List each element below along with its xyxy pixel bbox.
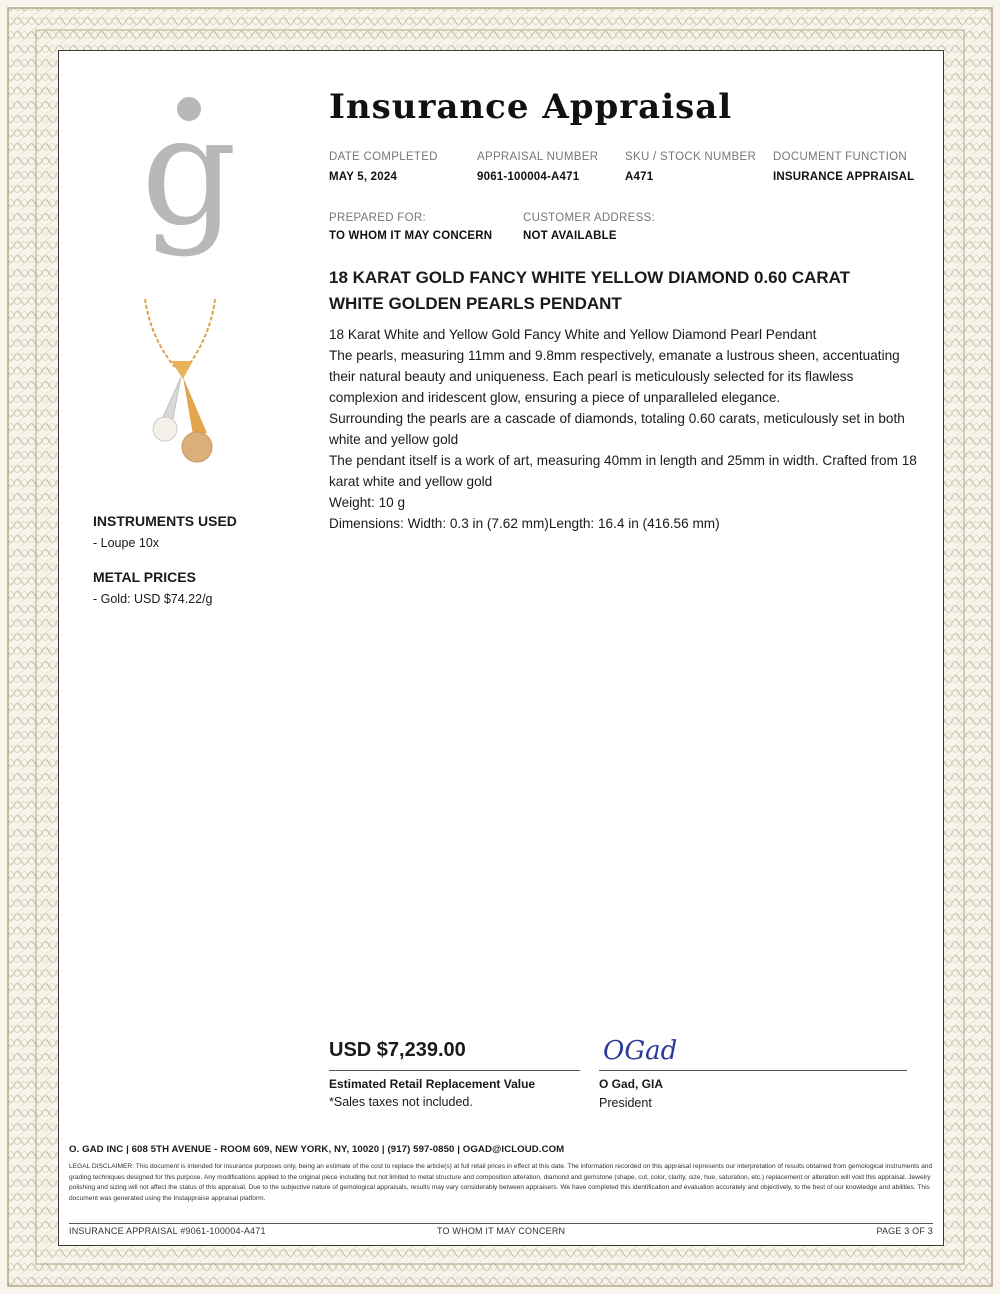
item-title-line-2: WHITE GOLDEN PEARLS PENDANT: [329, 294, 622, 313]
instruments-heading: INSTRUMENTS USED: [93, 513, 237, 529]
item-title-line-1: 18 KARAT GOLD FANCY WHITE YELLOW DIAMOND 0.60 CARAT: [329, 268, 851, 287]
instrument-item: - Loupe 10x: [93, 536, 160, 550]
appraisal-number-label: APPRAISAL NUMBER: [477, 151, 599, 163]
signer-title: President: [599, 1096, 652, 1110]
footer-appraisal-number: INSURANCE APPRAISAL #9061-100004-A471: [69, 1226, 266, 1236]
document-sheet: [58, 50, 944, 1246]
signature-text: OGad: [603, 1036, 678, 1066]
item-title: [329, 265, 889, 317]
value-label: Estimated Retail Replacement Value: [329, 1077, 536, 1091]
footer-rule: [69, 1223, 933, 1224]
description-line: 18 Karat White and Yellow Gold Fancy White and Yellow Diamond Pearl Pendant: [329, 327, 817, 342]
logo-g-icon: [129, 95, 249, 275]
document-function-label: DOCUMENT FUNCTION: [773, 151, 907, 163]
date-completed-label: DATE COMPLETED: [329, 151, 438, 163]
description-line: Dimensions: Width: 0.3 in (7.62 mm)Length: 16.4 in (416.56 mm): [329, 516, 720, 531]
signature: [599, 1029, 699, 1069]
value-rule: [329, 1070, 580, 1071]
signer-name: O Gad, GIA: [599, 1077, 664, 1091]
customer-address-value: NOT AVAILABLE: [523, 230, 617, 242]
description-line: Surrounding the pearls are a cascade of diamonds, totaling 0.60 carats, meticulously set in both white and yellow gold: [329, 411, 905, 447]
metal-price-item: - Gold: USD $74.22/g: [93, 592, 213, 606]
appraised-value: USD $7,239.00: [329, 1039, 466, 1061]
prepared-for-label: PREPARED FOR:: [329, 212, 426, 224]
pendant-image: [137, 299, 227, 469]
date-completed-value: MAY 5, 2024: [329, 171, 398, 183]
description-line: The pendant itself is a work of art, measuring 40mm in length and 25mm in width. Crafted from 18 karat white and yellow gold: [329, 453, 917, 489]
customer-address-label: CUSTOMER ADDRESS:: [523, 212, 656, 224]
sku-value: A471: [625, 171, 654, 183]
tax-note: *Sales taxes not included.: [329, 1095, 473, 1109]
footer-page-number: PAGE 3 OF 3: [876, 1226, 933, 1236]
description-line: The pearls, measuring 11mm and 9.8mm respectively, emanate a lustrous sheen, accentuating their natural beauty and uniqueness. Each pearl is meticulously selected for its flawless complexion and iridescent glow, ensuring a piece of unparalleled elegance.: [329, 348, 900, 405]
sku-label: SKU / STOCK NUMBER: [625, 151, 757, 163]
legal-disclaimer: LEGAL DISCLAIMER: This document is intended for insurance purposes only, being an estimate of the cost to replace the article(s) at full retail prices in effect at this date. The information recorded on this appraisal represents our interpretation of results obtained from gemological instruments and grading techniques designed for this purpose. Any modifications applied to the original piece including but not limited to metal structure and composition alteration, diamond and gemstone (shape, cut, color, clarity, size, hue, saturation, etc.) replacement or alteration will void this appraisal. Jewelry polishing and sizing will not affect the status of this appraisal. Due to the subjective nature of gemological appraisals, results may vary considerably between appraisers. We have completed this identification and evaluation accurately and objectively, to the best of our knowledge and abilities. This document was generated using the Instappraise appraisal platform.: [69, 1163, 933, 1202]
appraisal-number-value: 9061-100004-A471: [477, 171, 580, 183]
item-description: [329, 324, 919, 534]
description-line: Weight: 10 g: [329, 495, 406, 510]
company-info: O. GAD INC | 608 5TH AVENUE - ROOM 609, NEW YORK, NY, 10020 | (917) 597-0850 | OGAD@ICLOUD.COM: [69, 1144, 565, 1155]
signature-rule: [599, 1070, 907, 1071]
metal-prices-heading: METAL PRICES: [93, 569, 196, 585]
document-function-value: INSURANCE APPRAISAL: [773, 171, 915, 183]
document-title: Insurance Appraisal: [329, 87, 733, 127]
prepared-for-value: TO WHOM IT MAY CONCERN: [329, 230, 493, 242]
footer-recipient: TO WHOM IT MAY CONCERN: [437, 1226, 566, 1236]
logo-letter: g: [140, 95, 238, 259]
